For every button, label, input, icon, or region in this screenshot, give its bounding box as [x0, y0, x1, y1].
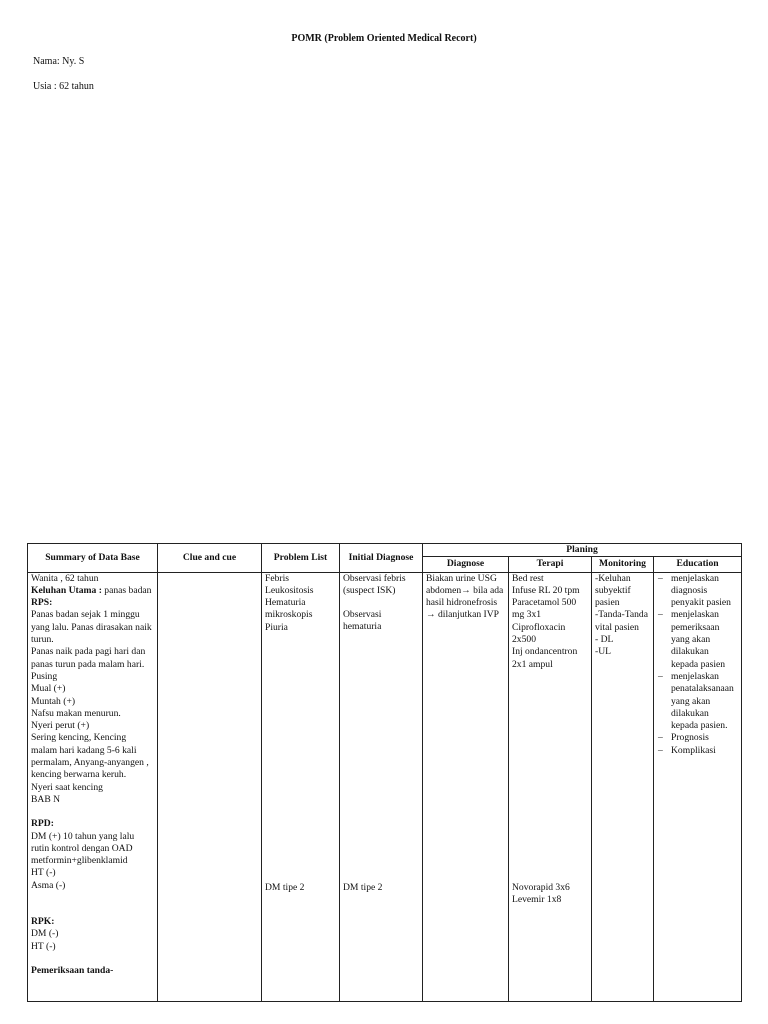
rps-label: RPS:	[31, 597, 53, 609]
terapi-item: Paracetamol 500 mg 3x1	[512, 597, 577, 621]
header-summary: Summary of Data Base	[28, 544, 158, 573]
summary-cell	[28, 572, 158, 1002]
terapi-item: Ciprofloxacin 2x500	[512, 621, 566, 646]
rpd-line: DM (+) 10 tahun yang lalu rutin kontrol dengan OAD metformin+glibenklamid	[31, 830, 135, 867]
education-item: – Komplikasi	[671, 745, 738, 757]
clue-cell	[158, 572, 262, 1002]
terapi-item: Levemir 1x8	[512, 894, 562, 906]
problem-item: Febris	[265, 572, 289, 584]
initial-diagnose-item: DM tipe 2	[343, 881, 383, 893]
rpd-line: HT (-)	[31, 867, 56, 879]
rpk-label: RPK:	[31, 916, 55, 928]
problem-cell	[262, 572, 340, 1002]
diagnose-item: Biakan urine USG abdomen→ bila ada hasil hidronefrosis → dilanjutkan IVP	[426, 572, 504, 621]
rpd-line: Asma (-)	[31, 879, 66, 891]
pemeriksaan-label: Pemeriksaan tanda-	[31, 964, 114, 976]
monitoring-item: -Tanda-Tanda vital pasien	[595, 609, 648, 633]
summary-keluhan	[31, 585, 154, 597]
education-item: – menjelaskan diagnosis penyakit pasien	[671, 573, 738, 610]
rps-line: Nyeri perut (+)	[31, 720, 90, 732]
education-item: – menjelaskan pemeriksaan yang akan dilakukan kepada pasien	[671, 609, 738, 670]
keluhan-label: Keluhan Utama :	[31, 584, 102, 596]
rpd-label: RPD:	[31, 818, 54, 830]
summary-patient: Wanita , 62 tahun	[31, 572, 99, 584]
education-item: – Prognosis	[671, 732, 738, 744]
problem-item: DM tipe 2	[265, 882, 305, 894]
header-monitoring: Monitoring	[592, 557, 654, 572]
terapi-item: Infuse RL 20 tpm	[512, 584, 580, 596]
problem-item: Piuria	[265, 621, 288, 633]
monitoring-item: - DL	[595, 634, 614, 646]
rpk-line: DM (-)	[31, 928, 59, 940]
problem-item: Hematuria mikroskopis	[265, 597, 313, 621]
initial-diagnose-item: Observasi febris (suspect ISK)	[343, 572, 406, 596]
education-list	[657, 573, 738, 757]
rps-line: Pusing	[31, 670, 58, 682]
rps-line: BAB N	[31, 793, 61, 805]
rps-line: Sering kencing, Kencing malam hari kadang 5-6 kali permalam, Anyang-anyangen , kencing berwarna keruh.	[31, 732, 149, 781]
initial-diagnose-item: Observasi hematuria	[343, 609, 382, 633]
rps-line: Panas badan sejak 1 minggu yang lalu. Panas dirasakan naik turun.	[31, 609, 152, 646]
header-diagnose: Diagnose	[423, 557, 509, 572]
rps-line: Panas naik pada pagi hari dan panas turun pada malam hari.	[31, 646, 146, 670]
rps-line: Muntah (+)	[31, 695, 76, 707]
patient-age: Usia : 62 tahun	[33, 81, 94, 92]
rps-line: Mual (+)	[31, 683, 66, 695]
initial-diagnose-cell	[340, 572, 423, 1002]
diagnose-cell	[423, 572, 509, 1002]
education-cell	[654, 572, 742, 1002]
keluhan-value: panas badan	[101, 584, 152, 596]
header-problem-list: Problem List	[262, 544, 340, 573]
monitoring-item: -Keluhan subyektif pasien	[595, 572, 631, 609]
rps-line: Nafsu makan menurun.	[31, 707, 121, 719]
header-planing: Planing	[423, 544, 742, 557]
terapi-item: Bed rest	[512, 572, 544, 584]
education-item: – menjelaskan penatalaksanaan yang akan dilakukan kepada pasien.	[671, 671, 738, 732]
monitoring-cell	[592, 572, 654, 1002]
terapi-cell	[509, 572, 592, 1002]
rpk-line: HT (-)	[31, 940, 56, 952]
terapi-item: Inj ondancentron 2x1 ampul	[512, 646, 578, 670]
rps-line: Nyeri saat kencing	[31, 781, 103, 793]
header-row	[28, 544, 742, 557]
monitoring-item: -UL	[595, 646, 611, 658]
header-clue: Clue and cue	[158, 544, 262, 573]
header-initial-diagnose: Initial Diagnose	[340, 544, 423, 573]
header-education: Education	[654, 557, 742, 572]
terapi-item: Novorapid 3x6	[512, 881, 570, 893]
problem-item: Leukositosis	[265, 584, 314, 596]
header-terapi: Terapi	[509, 557, 592, 572]
pomr-table	[27, 543, 742, 1002]
document-title: POMR (Problem Oriented Medical Recort)	[291, 33, 477, 44]
patient-name: Nama: Ny. S	[33, 56, 85, 67]
table-row	[28, 572, 742, 1002]
